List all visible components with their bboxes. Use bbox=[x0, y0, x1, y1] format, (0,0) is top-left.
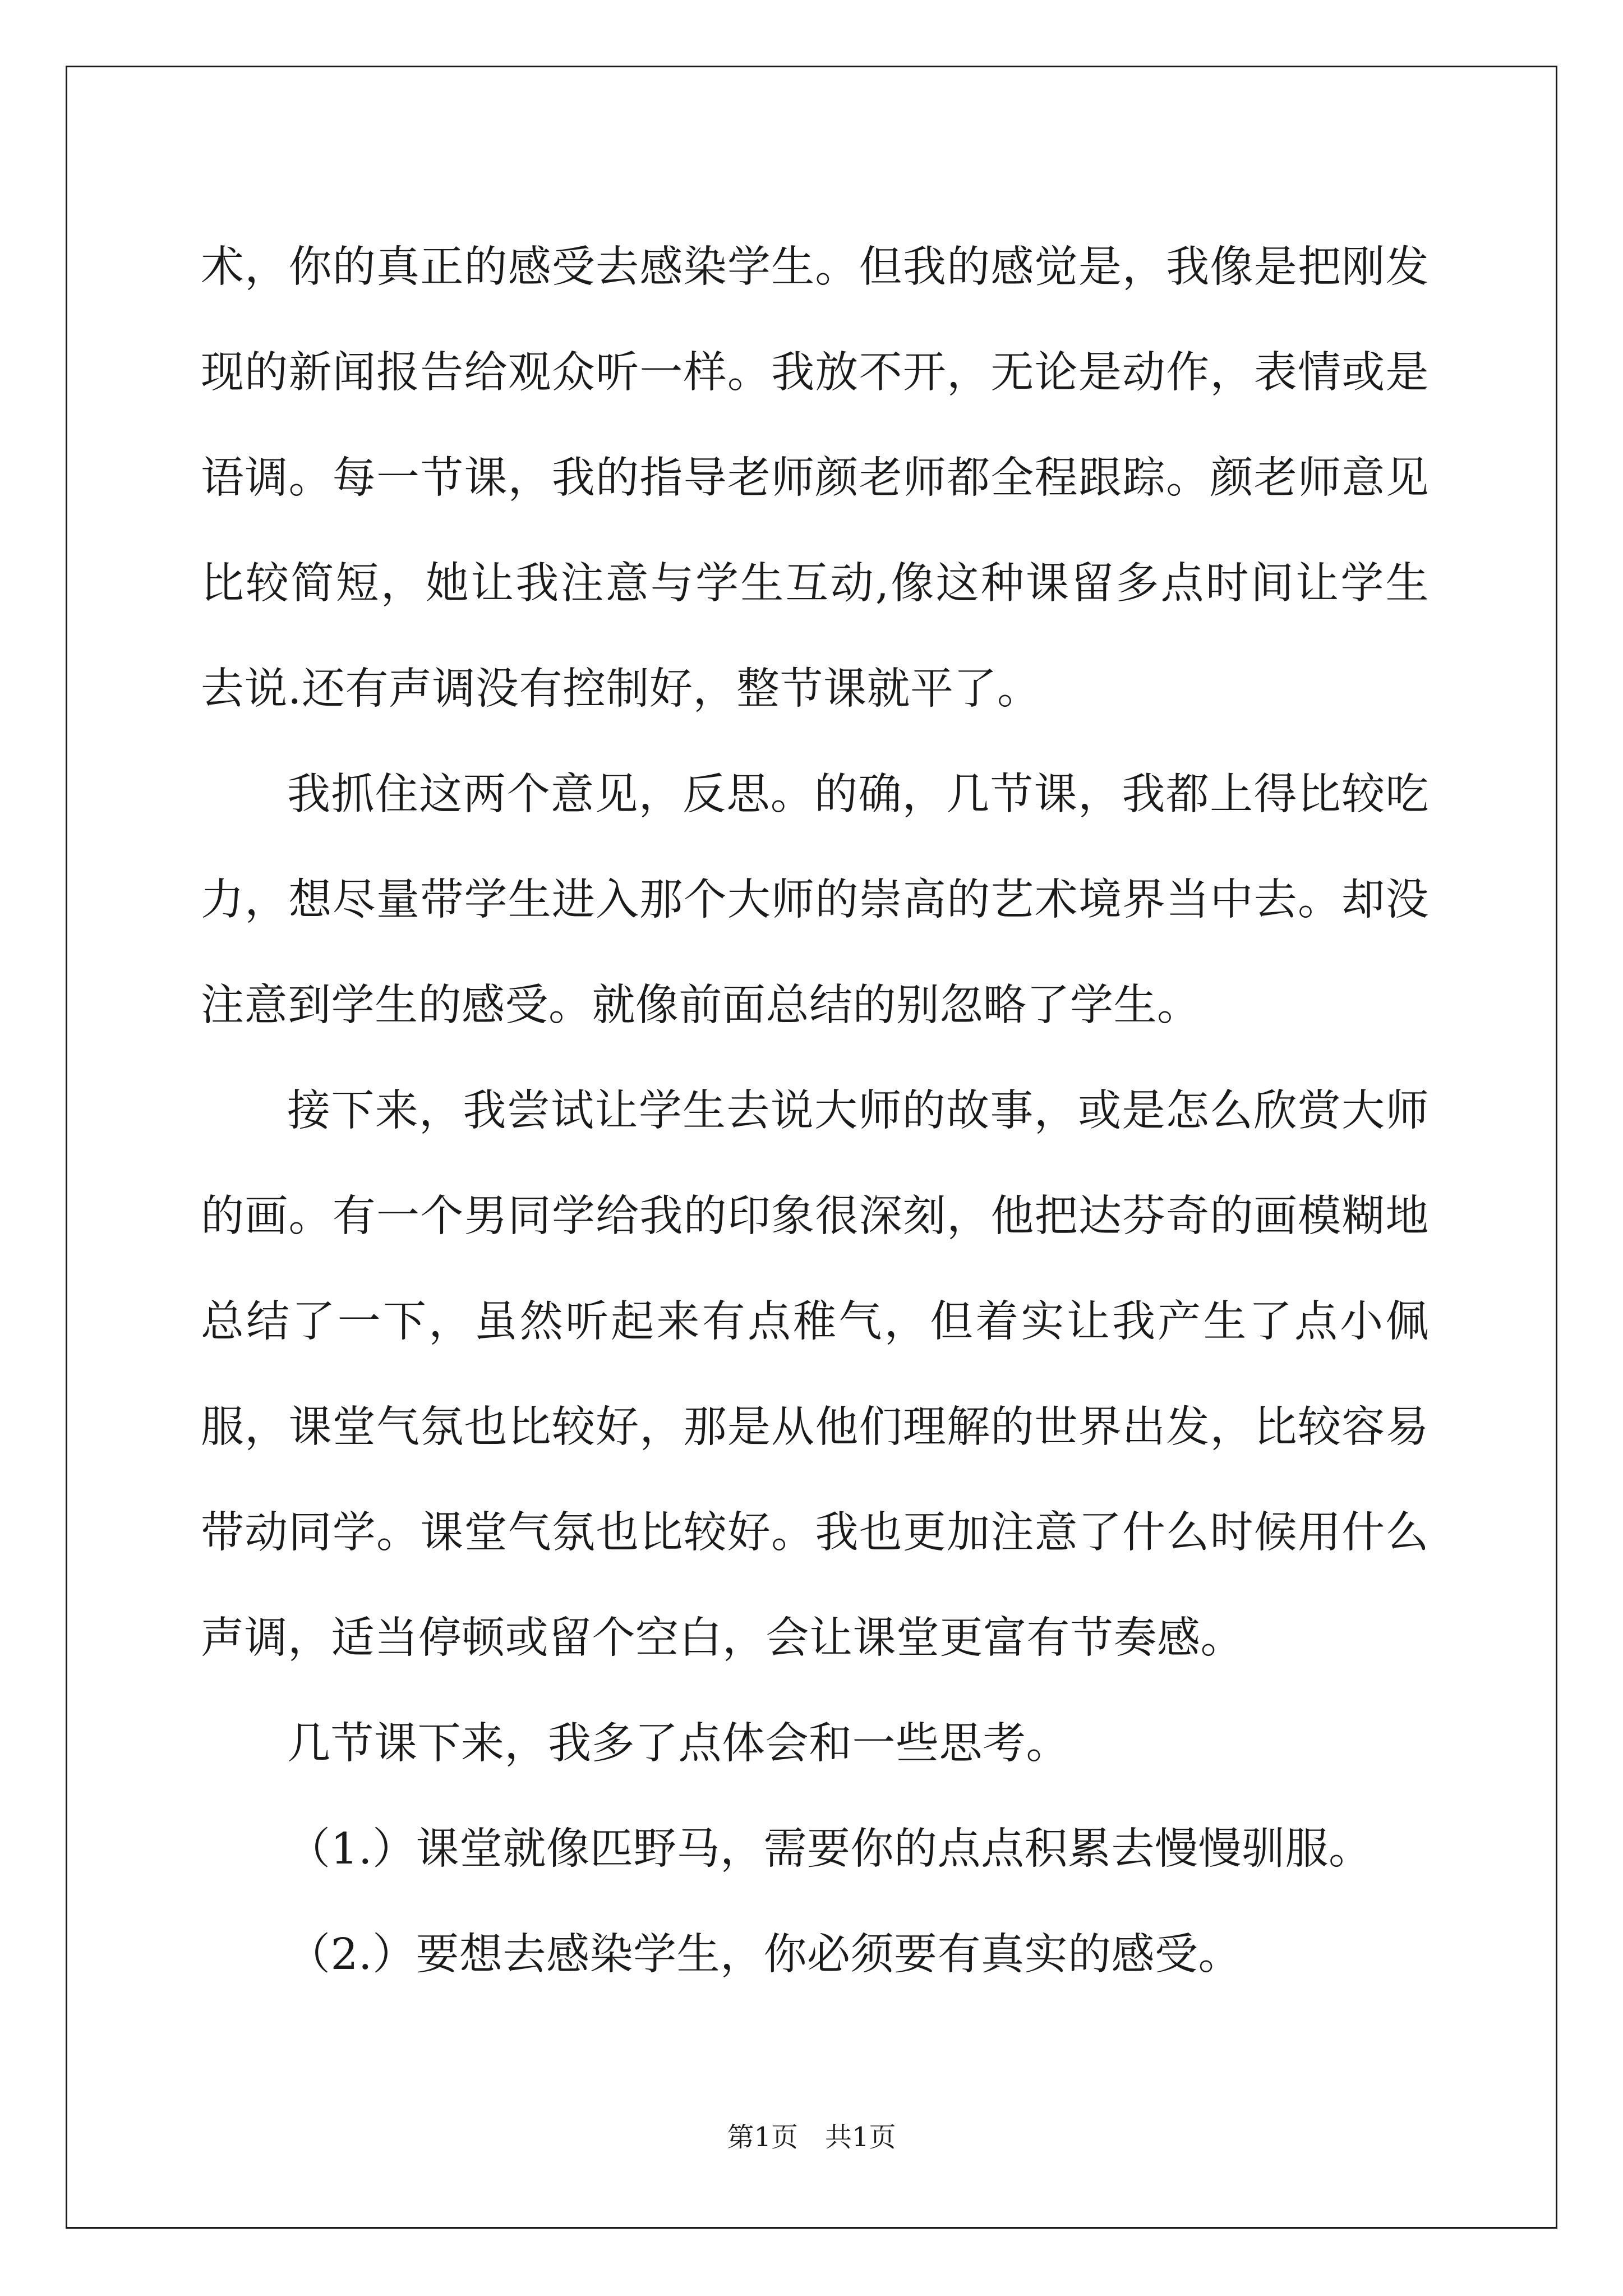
list-item-2: （2.）要想去感染学生，你必须要有真实的感受。 bbox=[287, 1930, 1242, 1980]
paragraph-3: 接下来，我尝试让学生去说大师的故事，或是怎么欣赏大师的画。有一个男同学给我的印象很深刻，他把达芬奇的画模糊地总结了一下，虽然听起来有点稚气，但着实让我产生了点小佩服，课堂气氛也比较好，那是从他们理解的世界出发，比较容易带动同学。课堂气氛也比较好。我也更加注意了什么时候用什么声调，适当停顿或留个空白，会让课堂更富有节奏感。 bbox=[201, 1086, 1429, 1663]
paragraph-4: 几节课下来，我多了点体会和一些思考。 bbox=[287, 1719, 1069, 1769]
list-item-1: （1.）课堂就像匹野马，需要你的点点积累去慢慢驯服。 bbox=[287, 1824, 1372, 1874]
paragraph-2: 我抓住这两个意见，反思。的确，几节课，我都上得比较吃力，想尽量带学生进入那个大师的崇高的艺术境界当中去。却没注意到学生的感受。就像前面总结的别忽略了学生。 bbox=[201, 770, 1429, 1030]
paragraph-1: 术，你的真正的感受去感染学生。但我的感觉是，我像是把刚发现的新闻报告给观众听一样。我放不开，无论是动作，表情或是语调。每一节课，我的指导老师颜老师都全程跟踪。颜老师意见比较简短，她让我注意与学生互动,像这种课留多点时间让学生去说.还有声调没有控制好，整节课就平了。 bbox=[201, 242, 1429, 714]
document-body bbox=[201, 215, 1429, 2008]
page-footer: 第1页 共1页 bbox=[727, 2122, 896, 2153]
